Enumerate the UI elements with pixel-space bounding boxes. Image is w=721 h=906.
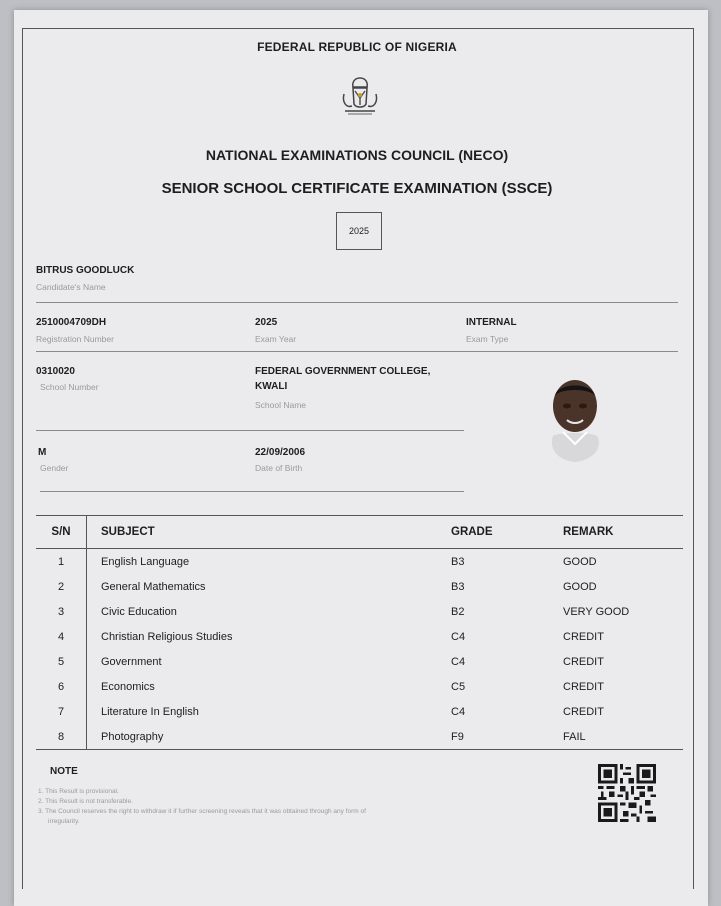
exam-title: SENIOR SCHOOL CERTIFICATE EXAMINATION (SSCE): [161, 180, 553, 197]
registration-number-label: Registration Number: [36, 334, 114, 344]
candidate-photo: [545, 376, 605, 462]
exam-year-box: 2025: [336, 212, 382, 250]
row-sn: 4: [36, 624, 87, 649]
table-header-row: [36, 516, 683, 549]
date-of-birth: 22/09/2006: [255, 447, 306, 458]
row-remark: VERY GOOD: [563, 605, 630, 618]
row-subject: Government: [101, 655, 162, 668]
note-item: 3. The Council reserves the right to withdraw it if further screening reveals that it was obtained through any form of irregularity.: [38, 808, 366, 825]
note-title: NOTE: [50, 766, 78, 777]
row-subject: Civic Education: [101, 605, 177, 618]
candidate-name-label: Candidate's Name: [36, 282, 106, 292]
header-sn: S/N: [36, 516, 87, 549]
qr-code-icon: [598, 764, 656, 822]
school-name-line1: FEDERAL GOVERNMENT COLLEGE,: [255, 366, 431, 377]
table-row: [36, 549, 683, 575]
school-number-label: School Number: [40, 382, 99, 392]
row-sn: 8: [36, 724, 87, 750]
row-subject: Christian Religious Studies: [101, 630, 233, 643]
row-subject: English Language: [101, 555, 190, 568]
gender: M: [38, 447, 47, 458]
row-sn: 2: [36, 574, 87, 599]
school-name-label: School Name: [255, 400, 307, 410]
date-of-birth-label: Date of Birth: [255, 463, 303, 473]
council-title: NATIONAL EXAMINATIONS COUNCIL (NECO): [205, 147, 509, 163]
candidate-name: BITRUS GOODLUCK: [36, 265, 135, 276]
divider: [36, 351, 678, 352]
results-table: [36, 515, 683, 750]
exam-year-label: Exam Year: [255, 334, 297, 344]
table-row: [36, 599, 683, 624]
note-item: 1. This Result is provisional.: [38, 788, 119, 795]
table-row: [36, 574, 683, 599]
table-row: [36, 649, 683, 674]
row-grade: B3: [451, 580, 465, 593]
row-remark: GOOD: [563, 580, 597, 593]
header-subject: SUBJECT: [87, 516, 452, 549]
row-grade: B3: [451, 555, 465, 568]
row-sn: 6: [36, 674, 87, 699]
gender-label: Gender: [40, 463, 69, 473]
note-list: [38, 787, 398, 827]
exam-type-label: Exam Type: [466, 334, 509, 344]
exam-year: 2025: [255, 317, 278, 328]
row-grade: C5: [451, 680, 466, 693]
registration-number: 2510004709DH: [36, 317, 107, 328]
row-subject: Literature In English: [101, 705, 199, 718]
exam-type: INTERNAL: [466, 317, 517, 328]
row-grade: F9: [451, 730, 464, 743]
school-name-line2: KWALI: [255, 381, 288, 392]
divider: [40, 491, 464, 492]
row-remark: CREDIT: [563, 630, 604, 643]
row-remark: GOOD: [563, 555, 597, 568]
row-grade: B2: [451, 605, 465, 618]
header-remark: REMARK: [563, 516, 683, 549]
row-grade: C4: [451, 630, 466, 643]
table-row: [36, 699, 683, 724]
row-sn: 1: [36, 549, 87, 575]
school-number: 0310020: [36, 366, 75, 377]
row-grade: C4: [451, 705, 466, 718]
row-remark: FAIL: [563, 730, 586, 743]
row-subject: Economics: [101, 680, 155, 693]
divider: [36, 302, 678, 303]
row-remark: CREDIT: [563, 655, 604, 668]
coat-of-arms-icon: [336, 74, 384, 120]
row-subject: General Mathematics: [101, 580, 206, 593]
header-grade: GRADE: [451, 516, 563, 549]
row-remark: CREDIT: [563, 680, 604, 693]
table-row: [36, 624, 683, 649]
row-remark: CREDIT: [563, 705, 604, 718]
table-row: [36, 724, 683, 750]
table-row: [36, 674, 683, 699]
country-title: FEDERAL REPUBLIC OF NIGERIA: [257, 40, 457, 54]
row-subject: Photography: [101, 730, 164, 743]
note-item: 2. This Result is not transferable.: [38, 798, 133, 805]
row-sn: 7: [36, 699, 87, 724]
divider: [36, 430, 464, 431]
row-grade: C4: [451, 655, 466, 668]
row-sn: 3: [36, 599, 87, 624]
row-sn: 5: [36, 649, 87, 674]
